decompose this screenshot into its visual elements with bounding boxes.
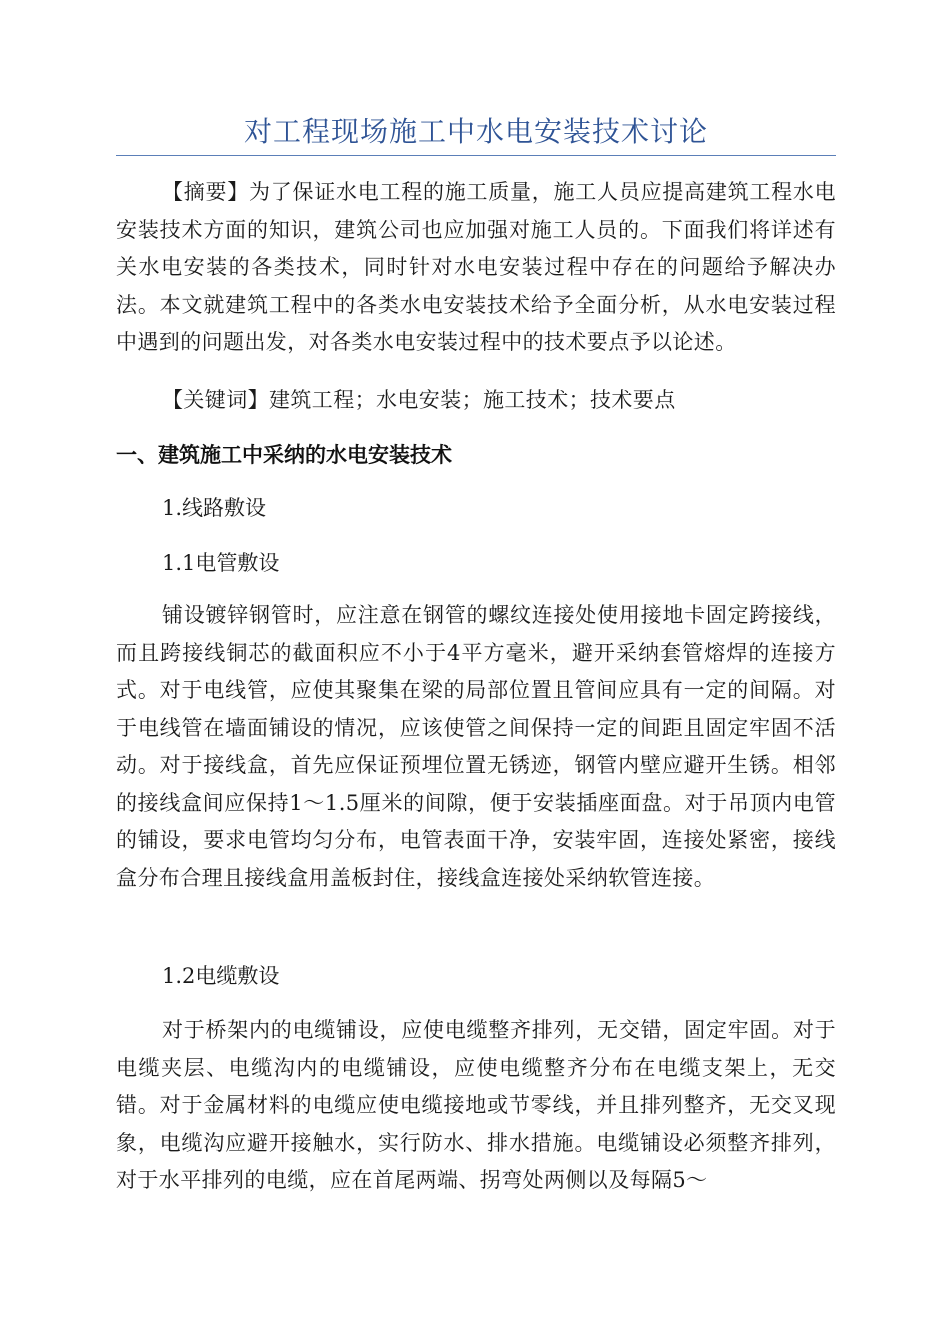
subheading-1-2: 1.2电缆敷设 xyxy=(162,964,280,988)
abstract-paragraph: 【摘要】为了保证水电工程的施工质量，施工人员应提高建筑工程水电安装技术方面的知识，建筑公司也应加强对施工人员的。下面我们将详述有关水电安装的各类技术，同时针对水电安装过程中存在的问题给予解决办法。本文就建筑工程中的各类水电安装技术给予全面分析，从水电安装过程中遇到的问题出发，对各类水电安装过程中的技术要点予以论述。 xyxy=(116,180,836,354)
subheading-1: 1.线路敷设 xyxy=(162,496,267,520)
body-paragraph-1-1: 铺设镀锌钢管时，应注意在钢管的螺纹连接处使用接地卡固定跨接线，而且跨接线铜芯的截面积应不小于4平方毫米，避开采纳套管熔焊的连接方式。对于电线管，应使其聚集在梁的局部位置且管间应具有一定的间隔。对于电线管在墙面铺设的情况，应该使管之间保持一定的间距且固定牢固不活动。对于接线盒，首先应保证预埋位置无锈迹，钢管内壁应避开生锈。相邻的接线盒间应保持1～1.5厘米的间隙，便于安装插座面盘。对于吊顶内电管的铺设，要求电管均匀分布，电管表面干净，安装牢固，连接处紧密，接线盒分布合理且接线盒用盖板封住，接线盒连接处采纳软管连接。 xyxy=(116,603,836,890)
body-paragraph-1-2: 对于桥架内的电缆铺设，应使电缆整齐排列，无交错，固定牢固。对于电缆夹层、电缆沟内的电缆铺设，应使电缆整齐分布在电缆支架上，无交错。对于金属材料的电缆应使电缆接地或节零线，并且排列整齐，无交叉现象，电缆沟应避开接触水，实行防水、排水措施。电缆铺设必须整齐排列，对于水平排列的电缆，应在首尾两端、拐弯处两侧以及每隔5～ xyxy=(116,1018,836,1192)
document-title: 对工程现场施工中水电安装技术讨论 xyxy=(243,115,708,148)
section-heading-1: 一、建筑施工中采纳的水电安装技术 xyxy=(116,443,452,467)
subheading-1-1: 1.1电管敷设 xyxy=(162,551,280,575)
title-underline xyxy=(116,155,836,156)
keywords-paragraph: 【关键词】建筑工程；水电安装；施工技术；技术要点 xyxy=(162,388,676,412)
